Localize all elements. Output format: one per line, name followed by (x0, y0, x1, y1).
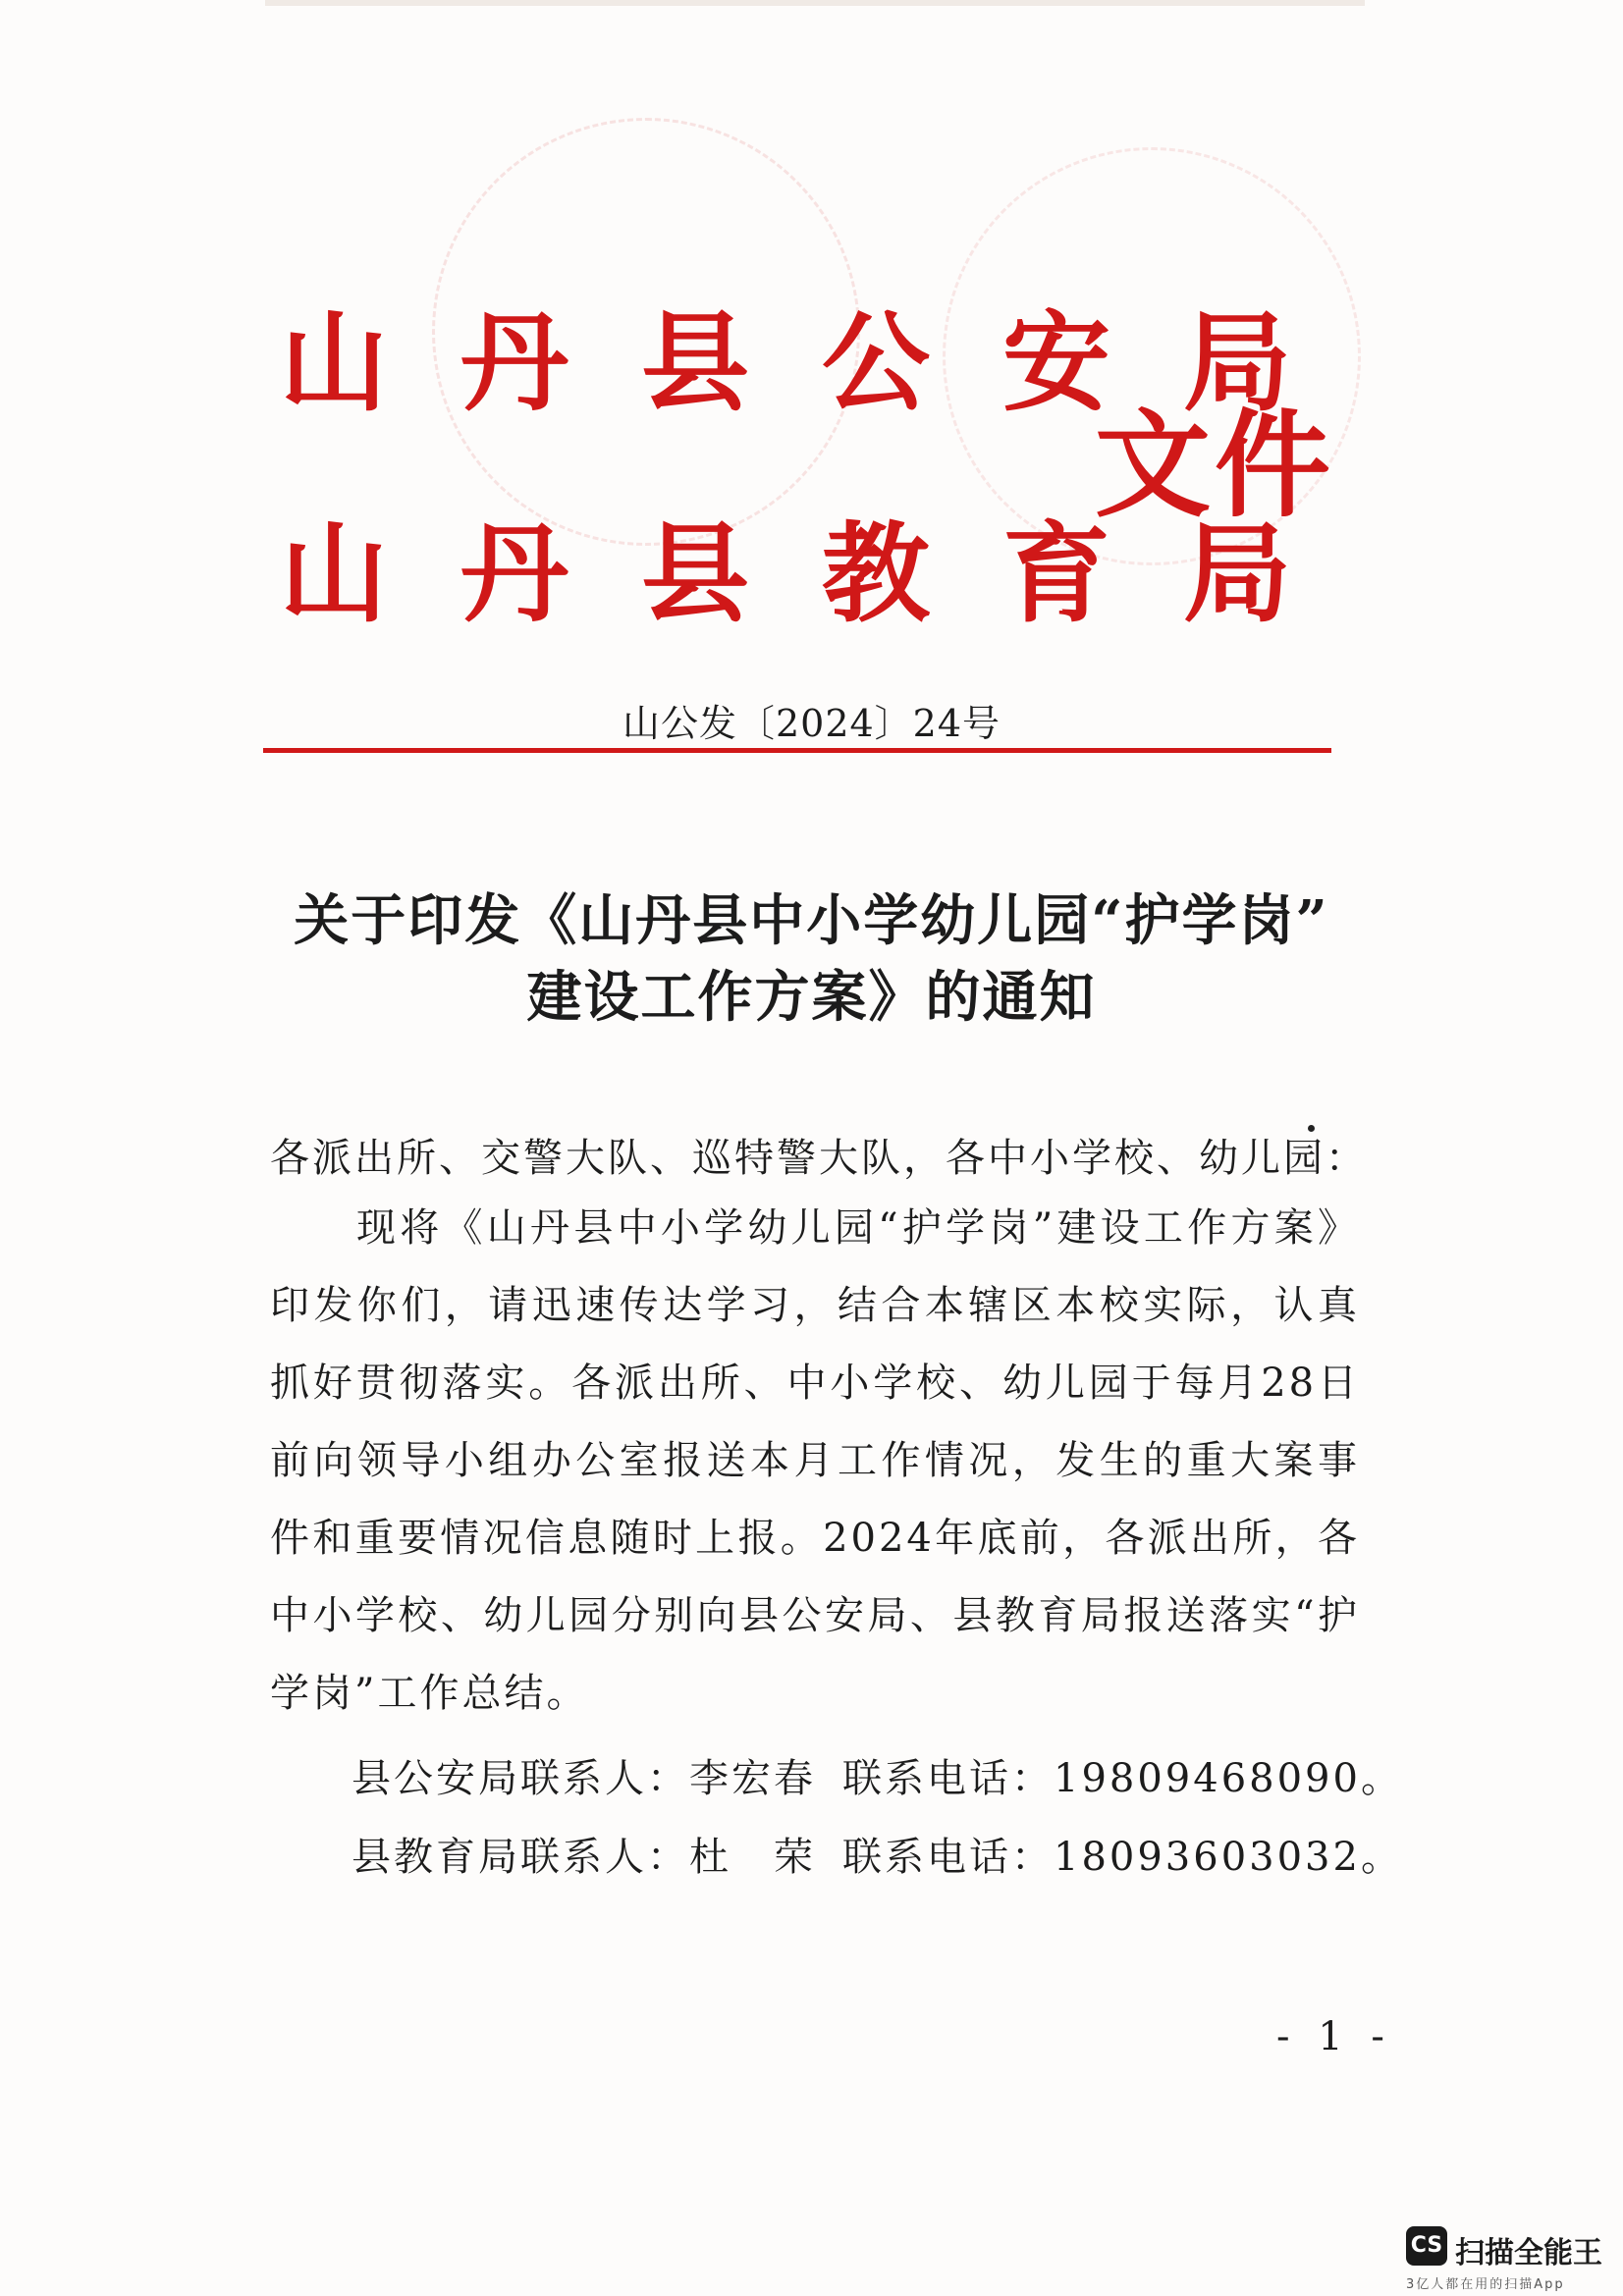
watermark-tagline: 3亿人都在用的扫描App (1406, 2277, 1565, 2292)
contact-phone: 联系电话：19809468090。 (842, 1756, 1403, 1801)
scan-edge-band (265, 0, 1365, 6)
contact-row-police (352, 1747, 1403, 1803)
watermark-brand: 扫描全能王 (1455, 2236, 1602, 2270)
camscanner-logo-icon: CS (1406, 2226, 1447, 2266)
document-title-line-2: 建设工作方案》的通知 (526, 965, 1097, 1030)
salutation: 各派出所、交警大队、巡特警大队，各中小学校、幼儿园： (270, 1136, 1368, 1181)
contact-phone: 联系电话：18093603032。 (842, 1835, 1403, 1880)
page-number: - 1 - (1276, 2014, 1392, 2059)
scan-speck (1308, 1125, 1315, 1132)
scanner-app-watermark (1400, 2226, 1616, 2291)
issuer-line-police: 山丹县公安局 (280, 300, 1364, 426)
contact-label: 县公安局联系人：李宏春 (352, 1756, 816, 1801)
contact-row-education (352, 1826, 1403, 1882)
document-title-line-1: 关于印发《山丹县中小学幼儿园“护学岗” (294, 888, 1329, 953)
document-number: 山公发〔2024〕24号 (622, 702, 1001, 745)
issuer-line-education: 山丹县教育局 (280, 511, 1364, 637)
contact-label: 县教育局联系人：杜 荣 (352, 1835, 816, 1880)
red-separator-line (263, 748, 1331, 753)
body-paragraph: 现将《山丹县中小学幼儿园“护学岗”建设工作方案》印发你们，请迅速传达学习，结合本辖区本校实际，认真抓好贯彻落实。各派出所、中小学校、幼儿园于每月28日前向领导小组办公室报送本月工作情况，发生的重大案事件和重要情况信息随时上报。2024年底前，各派出所，各中小学校、幼儿园分别向县公安局、县教育局报送落实“护学岗”工作总结。 (270, 1205, 1360, 1716)
header-suffix-wenjian: 文件 (1095, 398, 1335, 533)
